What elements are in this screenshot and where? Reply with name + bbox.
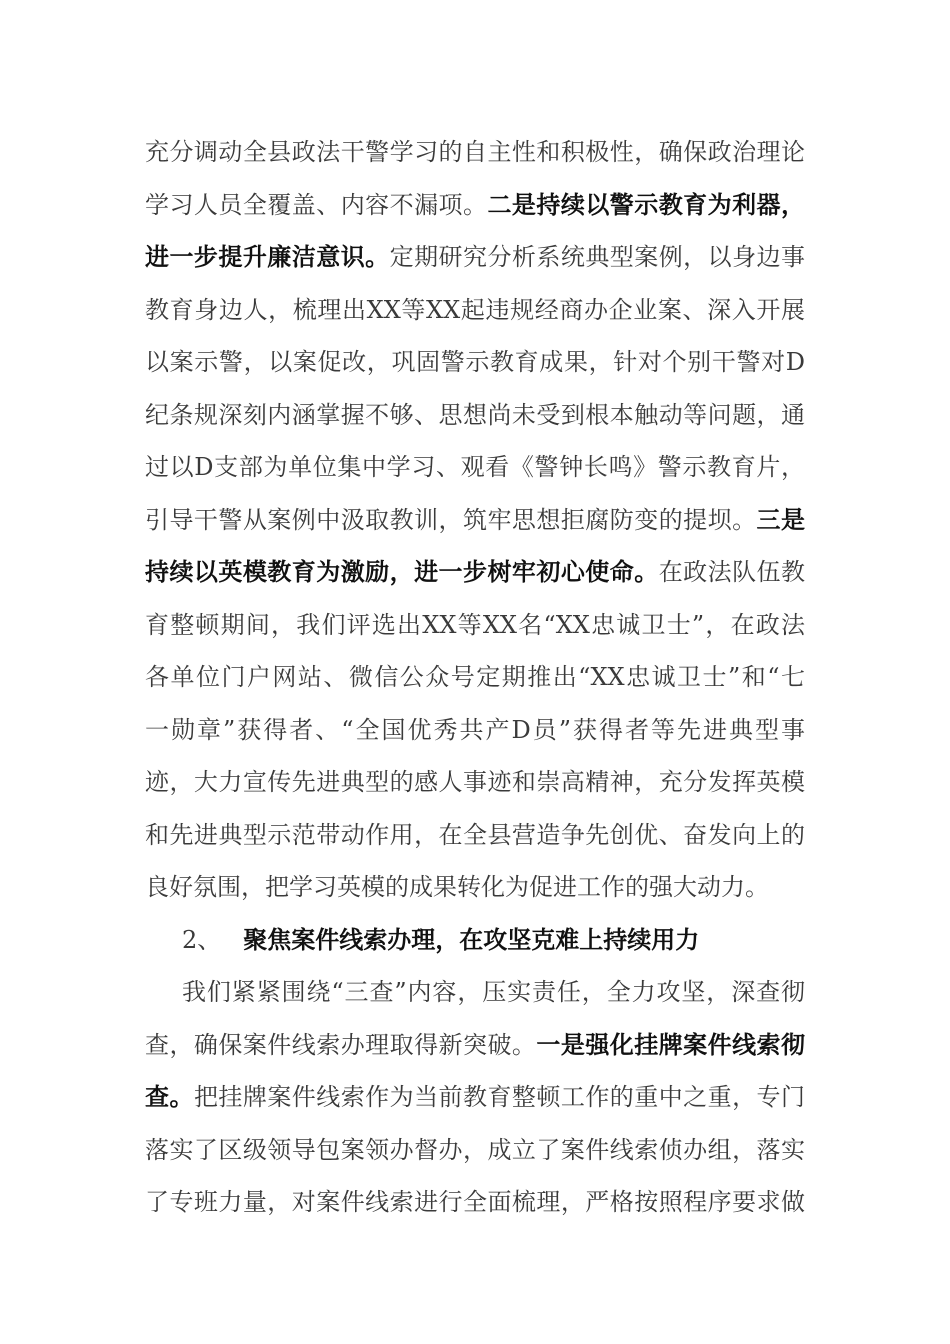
bold-text-run: 二是持续以警示教育为利器， bbox=[487, 189, 805, 219]
bold-text-run: 一是强化挂牌案件线索彻 bbox=[536, 1029, 805, 1059]
bold-text-run: 持续以英模教育为激励，进一步树牢初心使命。 bbox=[145, 557, 659, 586]
text-line bbox=[145, 710, 805, 750]
text-run: 良好氛围，把学习英模的成果转化为促进工作的强大动力。 bbox=[145, 873, 769, 901]
text-run: 落实了区级领导包案领办督办，成立了案件线索侦办组，落实 bbox=[145, 1135, 805, 1164]
text-run: 和先进典型示范带动作用，在全县营造争先创优、奋发向上的 bbox=[145, 820, 805, 849]
section-heading bbox=[182, 920, 699, 960]
text-run: 充分调动全县政法干警学习的自主性和积极性，确保政治理论 bbox=[145, 138, 805, 166]
text-line bbox=[145, 447, 805, 487]
text-line bbox=[145, 342, 805, 382]
text-line bbox=[182, 972, 805, 1012]
text-line bbox=[145, 290, 805, 330]
text-line bbox=[145, 605, 805, 645]
text-run: 育整顿期间，我们评选出XX等XX名“XX忠诚卫士”，在政法 bbox=[145, 610, 805, 639]
text-line bbox=[145, 867, 805, 907]
text-run: 定期研究分析系统典型案例，以身边事 bbox=[389, 243, 805, 271]
text-run: 一勋章”获得者、“全国优秀共产D员”获得者等先进典型事 bbox=[145, 715, 805, 744]
text-line bbox=[145, 1077, 805, 1117]
text-run: 过以D支部为单位集中学习、观看《警钟长鸣》警示教育片， bbox=[145, 453, 805, 481]
text-line bbox=[145, 395, 805, 435]
text-line bbox=[145, 132, 805, 172]
text-run: 教育身边人，梳理出XX等XX起违规经商办企业案、深入开展 bbox=[145, 295, 805, 324]
text-run: 了专班力量，对案件线索进行全面梳理，严格按照程序要求做 bbox=[145, 1188, 805, 1216]
bold-text-run: 进一步提升廉洁意识。 bbox=[145, 242, 390, 271]
text-run: 我们紧紧围绕“三查”内容，压实责任，全力攻坚，深查彻 bbox=[182, 978, 805, 1006]
text-run: 引导干警从案例中汲取教训，筑牢思想拒腐防变的提坝。 bbox=[145, 505, 757, 534]
text-run: 纪条规深刻内涵掌握不够、思想尚未受到根本触动等问题，通 bbox=[145, 400, 805, 429]
section-number: 2、 bbox=[182, 925, 222, 954]
text-line bbox=[145, 500, 805, 540]
bold-text-run: 查。 bbox=[145, 1082, 194, 1111]
text-run: 以案示警，以案促改，巩固警示教育成果，针对个别干警对D bbox=[145, 348, 805, 376]
text-line bbox=[145, 1025, 805, 1065]
text-line bbox=[145, 237, 805, 277]
text-line bbox=[145, 1182, 805, 1222]
text-line bbox=[145, 657, 805, 697]
text-run: 把挂牌案件线索作为当前教育整顿工作的重中之重，专门 bbox=[193, 1083, 805, 1111]
text-run: 迹，大力宣传先进典型的感人事迹和崇高精神，充分发挥英模 bbox=[145, 768, 805, 796]
text-line bbox=[145, 762, 805, 802]
text-line bbox=[145, 815, 805, 855]
section-title: 聚焦案件线索办理，在攻坚克难上持续用力 bbox=[243, 924, 700, 954]
text-line bbox=[145, 552, 805, 592]
text-line bbox=[145, 1130, 805, 1170]
bold-text-run: 三是 bbox=[756, 504, 805, 534]
text-run: 各单位门户网站、微信公众号定期推出“XX忠诚卫士”和“七 bbox=[145, 663, 805, 691]
text-run: 在政法队伍教 bbox=[658, 558, 805, 586]
text-run: 查，确保案件线索办理取得新突破。 bbox=[145, 1030, 537, 1059]
text-line bbox=[145, 185, 805, 225]
text-run: 学习人员全覆盖、内容不漏项。 bbox=[145, 190, 488, 219]
